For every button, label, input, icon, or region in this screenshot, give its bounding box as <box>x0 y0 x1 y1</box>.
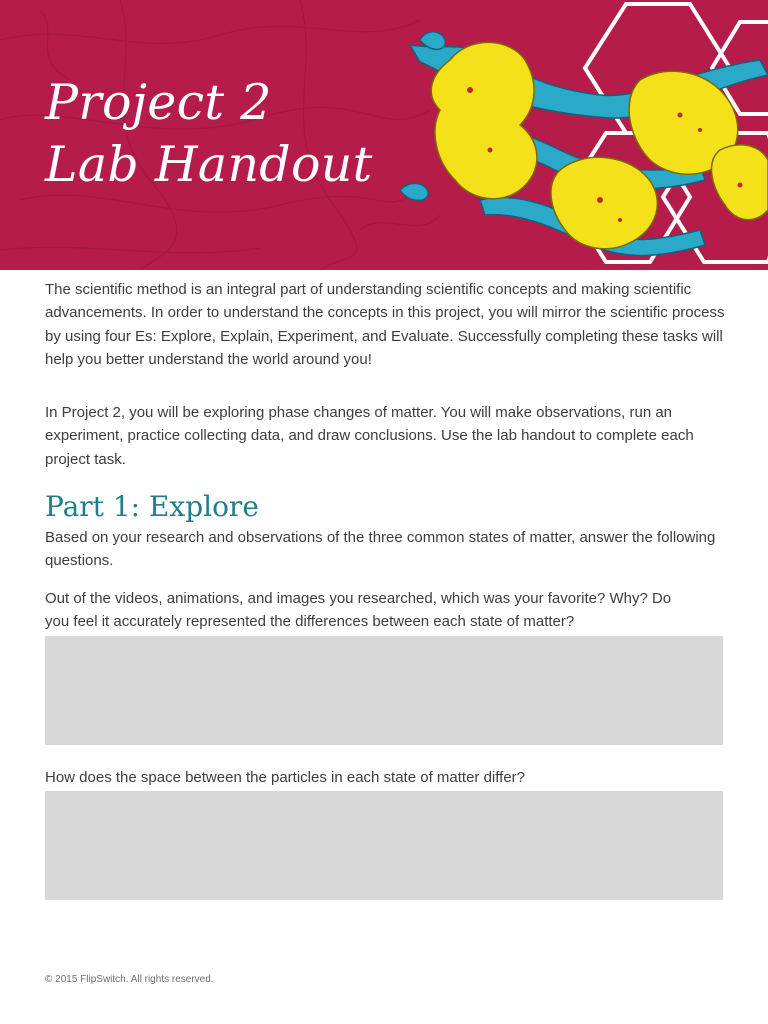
page-title <box>45 72 373 196</box>
question-1: Out of the videos, animations, and images you researched, which was your favorite? Why? Do you feel it accurately represented the differences between each state of matter? <box>45 590 672 631</box>
answer-box-1[interactable] <box>45 636 723 745</box>
intro-paragraph-1: The scientific method is an integral part of understanding scientific concepts and making scientific advancements. In order to understand the concepts in this project, you will mirror the scientific process by using four Es: Explore, Explain, Experiment, and Evaluate. Successfully completing these tasks will help you better understand the world around you! <box>45 281 725 368</box>
part1-instructions: Based on your research and observations of the three common states of matter, answer the following questions. <box>45 529 716 570</box>
title-line-2: Lab Handout <box>45 136 373 193</box>
title-line-1: Project 2 <box>45 74 272 131</box>
intro-paragraph-2: In Project 2, you will be exploring phase changes of matter. You will make observations, run an experiment, practice collecting data, and draw conclusions. Use the lab handout to complete each project task. <box>45 404 694 468</box>
answer-box-2[interactable] <box>45 791 723 900</box>
question-2: How does the space between the particles in each state of matter differ? <box>45 769 525 786</box>
header-banner <box>0 0 768 270</box>
copyright-footer: © 2015 FlipSwitch. All rights reserved. <box>45 974 214 985</box>
section-heading-part1: Part 1: Explore <box>45 490 259 523</box>
